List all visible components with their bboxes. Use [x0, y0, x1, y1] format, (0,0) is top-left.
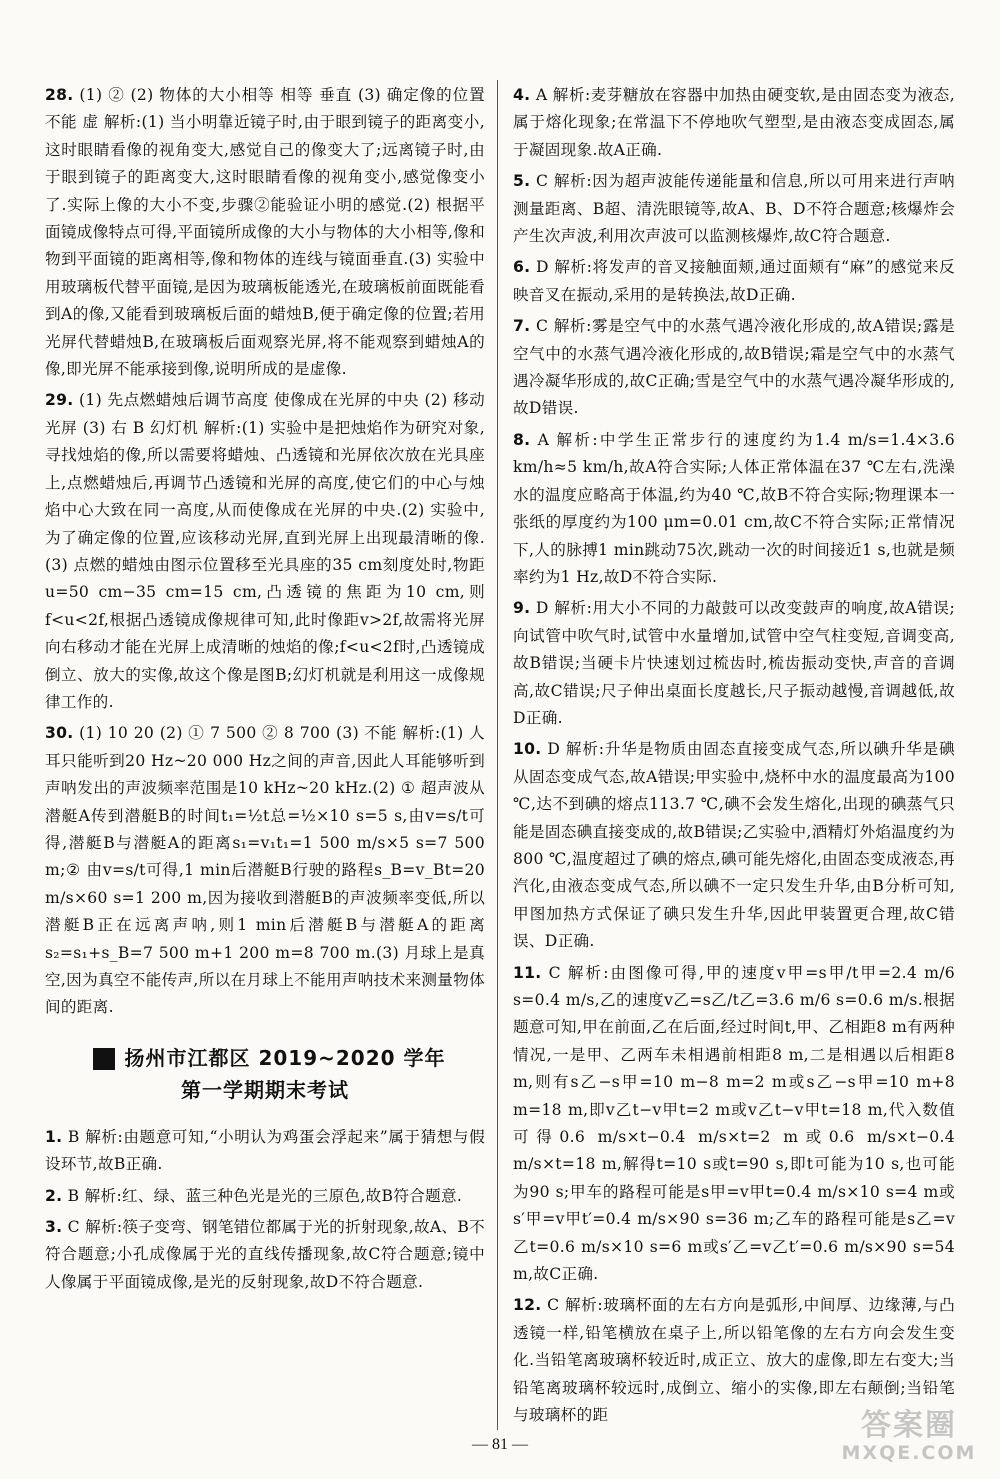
- right-column: [513, 82, 955, 1434]
- answer-number: 8.: [513, 430, 531, 449]
- answer-number: 1.: [45, 1127, 63, 1146]
- answer-text: B 解析:由题意可知,“小明认为鸡蛋会浮起来”属于猜想与假设环节,故B正确.: [45, 1127, 485, 1174]
- answer-number: 10.: [513, 740, 542, 759]
- watermark-text: 答案圈: [861, 1408, 957, 1443]
- answer-text: D 解析:将发声的音叉接触面颊,通过面颊有“麻”的感觉来反映音叉在振动,采用的是转换法,故D正确.: [513, 258, 955, 304]
- answer-number: 12.: [513, 1296, 542, 1315]
- answer-text: C 解析:因为超声波能传递能量和信息,所以可用来进行声呐测量距离、B超、清洗眼镜等,故A、B、D不符合题意;核爆炸会产生次声波,利用次声波可以监测核爆炸,故C符合题意.: [513, 172, 956, 246]
- answer-text: (1) 10 20 (2) ① 7 500 ② 8 700 (3) 不能 解析:(1) 人耳只能听到20 Hz~20 000 Hz之间的声音,因此人耳能够听到声呐发出的声波频率范围是10 kHz~20 kHz.(2) ① 超声波从潜艇A传到潜艇B的时间t₁=½t总=½×10 s=5 s,由v=s/t可得,潜艇B与潜艇A的距离s₁=v₁t₁=1 500 m/s×5 s=7 500 m;② 由v=s/t可得,1 min后潜艇B行驶的路程s_B=v_Bt=20 m/s×60 s=1 200 m,因为接收到潜艇B的声波频率变低,所以潜艇B正在远离声呐,则1 min后潜艇B与潜艇A的距离s₂=s₁+s_B=7 500 m+1 200 m=8 700 m.(3) 月球上是真空,因为真空不能传声,所以在月球上不能用声呐技术来测量物体间的距离.: [45, 724, 485, 1017]
- answer-text: B 解析:红、绿、蓝三种色光是光的三原色,故B符合题意.: [67, 1186, 463, 1205]
- section-title-line2: 第一学期期末考试: [181, 1077, 349, 1102]
- answer-9: [513, 595, 955, 732]
- watermark-url: MXQE.COM: [841, 1442, 977, 1464]
- answer-number: 2.: [45, 1186, 63, 1205]
- answer-number: 29.: [45, 391, 74, 410]
- answer-text: A 解析:麦芽糖放在容器中加热由硬变软,是由固态变为液态,属于熔化现象;在常温下不停地吹气塑型,是由液态变成固态,属于凝固现象.故A正确.: [513, 86, 955, 159]
- answer-number: 4.: [513, 86, 531, 104]
- answer-number: 30.: [45, 724, 74, 743]
- answer-4: [513, 82, 955, 164]
- answer-30: [45, 720, 485, 1021]
- answer-text: D 解析:用大小不同的力敲鼓可以改变鼓声的响度,故A错误;向试管中吹气时,试管中水量增加,试管中空气柱变短,音调变高,故B错误;当硬卡片快速划过梳齿时,梳齿振动变快,声音的音调高,故C错误;尺子伸出桌面长度越长,尺子振动越慢,音调越低,故D正确.: [513, 599, 955, 727]
- column-divider: [497, 80, 498, 1430]
- answer-number: 6.: [513, 258, 531, 277]
- answer-text: C 解析:雾是空气中的水蒸气遇冷液化形成的,故A错误;露是空气中的水蒸气遇冷液化形成的,故B错误;霜是空气中的水蒸气遇冷凝华形成的,故C正确;雪是空气中的水蒸气遇冷凝华形成的,故D错误.: [513, 317, 955, 418]
- answer-text: D 解析:升华是物质由固态直接变成气态,所以碘升华是碘从固态变成气态,故A错误;甲实验中,烧杯中水的温度最高为100 ℃,达不到碘的熔点113.7 ℃,碘不会发生熔化,出现的碘蒸气只能是固态碘直接变成的,故B错误;乙实验中,酒精灯外焰温度约为800 ℃,温度超过了碘的熔点,碘可能先熔化,由固态变成液态,再汽化,由液态变成气态,所以碘不一定只发生升华,由B分析可知,甲图加热方式保证了碘只发生升华,因此甲装置更合理,故C错误、D正确.: [513, 740, 955, 951]
- answer-8: [513, 427, 955, 591]
- answer-11: [513, 960, 955, 1289]
- page-number: — 81 —: [472, 1436, 528, 1453]
- answer-number: 3.: [45, 1218, 63, 1237]
- answer-28: [45, 82, 485, 383]
- answer-text: C 解析:玻璃杯面的左右方向是弧形,中间厚、边缘薄,与凸透镜一样,铅笔横放在桌子上,所以铅笔像的左右方向会发生变化.当铅笔离玻璃杯较近时,成正立、放大的虚像,即左右变大;当铅笔离玻璃杯较远时,成倒立、缩小的实像,即左右颠倒;当铅笔与玻璃杯的距: [513, 1296, 955, 1425]
- answer-number: 9.: [513, 599, 531, 618]
- section-square-icon: [93, 1048, 115, 1070]
- answer-3: [45, 1214, 485, 1296]
- answer-6: [513, 254, 955, 309]
- answer-number: 5.: [513, 172, 531, 191]
- answer-2: [45, 1183, 485, 1210]
- answer-7: [513, 313, 955, 423]
- answer-text: C 解析:由图像可得,甲的速度v甲=s甲/t甲=2.4 m/6 s=0.4 m/s,乙的速度v乙=s乙/t乙=3.6 m/6 s=0.6 m/s.根据题意可知,甲在前面,乙在后面,经过时间t,甲、乙相距8 m有两种情况,一是甲、乙两车未相遇前相距8 m,二是相遇以后相距8 m,则有s乙−s甲=10 m−8 m=2 m或s乙−s甲=10 m+8 m=18 m,即v乙t−v甲t=2 m或v乙t−v甲t=18 m,代入数值可得0.6 m/s×t−0.4 m/s×t=2 m或0.6 m/s×t−0.4 m/s×t=18 m,解得t=10 s或t=90 s,即t可能为10 s,也可能为90 s;甲车的路程可能是s甲=v甲t=0.4 m/s×10 s=4 m或s′甲=v甲t′=0.4 m/s×90 s=36 m;乙车的路程可能是s乙=v乙t=0.6 m/s×10 s=6 m或s′乙=v乙t′=0.6 m/s×90 s=54 m,故C正确.: [513, 963, 955, 1284]
- left-column: [45, 82, 485, 1300]
- answer-text: C 解析:筷子变弯、钢笔错位都属于光的折射现象,故A、B不符合题意;小孔成像属于光的直线传播现象,故C符合题意;镜中人像属于平面镜成像,是光的反射现象,故D不符合题意.: [45, 1218, 485, 1291]
- answer-text: (1) 先点燃蜡烛后调节高度 使像成在光屏的中央 (2) 移动光屏 (3) 右 B 幻灯机 解析:(1) 实验中是把烛焰作为研究对象,寻找烛焰的像,所以需要将蜡烛、凸透镜和光屏依次放在光具座上,点燃蜡烛后,再调节凸透镜和光屏的高度,使它们的中心与烛焰中心大致在同一高度,从而使像成在光屏的中央.(2) 实验中,为了确定像的位置,应该移动光屏,直到光屏上出现最清晰的像.(3) 点燃的蜡烛由图示位置移至光具座的35 cm刻度处时,物距u=50 cm−35 cm=15 cm,凸透镜的焦距为10 cm,则f<u<2f,根据凸透镜成像规律可知,此时像距v>2f,故需将光屏向右移动才能在光屏上成清晰的烛焰的像;f<u<2f时,凸透镜成倒立、放大的实像,故这个像是图B;幻灯机就是利用这一成像规律工作的.: [45, 391, 485, 711]
- answer-text: (1) ② (2) 物体的大小相等 相等 垂直 (3) 确定像的位置 不能 虚 解析:(1) 当小明靠近镜子时,由于眼到镜子的距离变小,这时眼睛看像的视角变大,感觉自己的像变大了;远离镜子时,由于眼到镜子的距离变大,这时眼睛看像的视角变小,感觉像变小了.实际上像的大小不变,步骤②能验证小明的感觉.(2) 根据平面镜成像特点可得,平面镜所成像的大小与物体的大小相等,像和物到平面镜的距离相等,像和物体的连线与镜面垂直.(3) 实验中用玻璃板代替平面镜,是因为玻璃板能透光,在玻璃板前面既能看到A的像,又能看到玻璃板后面的蜡烛B,便于确定像的位置;若用光屏代替蜡烛B,在玻璃板后面观察光屏,将不能观察到蜡烛A的像,即光屏不能承接到像,说明所成的是虚像.: [45, 86, 485, 379]
- answer-number: 7.: [513, 317, 531, 336]
- section-heading: [45, 1042, 485, 1106]
- answer-number: 11.: [513, 963, 542, 982]
- answer-5: [513, 168, 955, 250]
- answer-29: [45, 387, 485, 716]
- answer-number: 28.: [45, 86, 74, 104]
- answer-text: A 解析:中学生正常步行的速度约为1.4 m/s=1.4×3.6 km/h≈5 km/h,故A符合实际;人体正常体温在37 ℃左右,洗澡水的温度应略高于体温,约为40 ℃,故B不符合实际;物理课本一张纸的厚度约为100 μm=0.01 cm,故C不符合实际;正常情况下,人的脉搏1 min跳动75次,跳动一次的时间接近1 s,也就是频率约为1 Hz,故D不符合实际.: [513, 430, 955, 586]
- answer-1: [45, 1124, 485, 1179]
- section-title-line1: 扬州市江都区 2019~2020 学年: [124, 1045, 446, 1070]
- site-watermark-logo: [834, 1400, 984, 1470]
- answer-10: [513, 736, 955, 955]
